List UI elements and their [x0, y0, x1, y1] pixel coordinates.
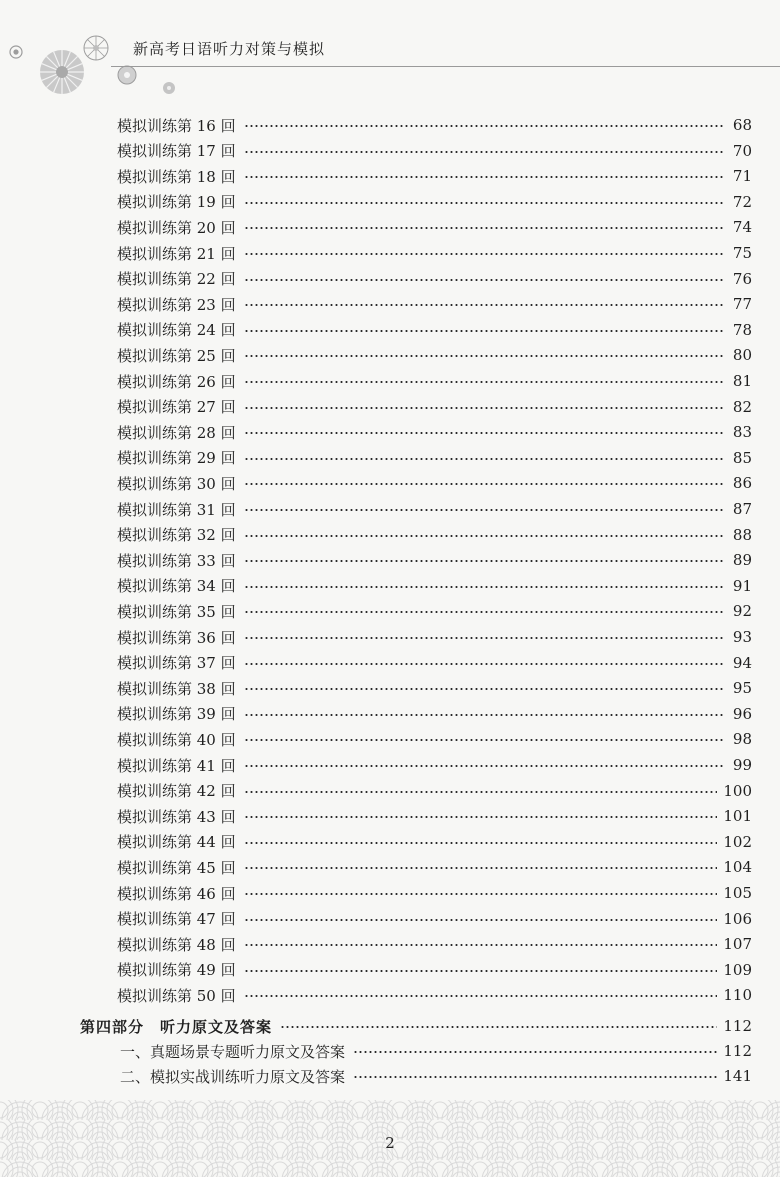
- leader-dots: [244, 995, 718, 997]
- leader-dots: [244, 151, 724, 153]
- leader-dots: [244, 381, 724, 383]
- book-title: 新高考日语听力对策与模拟: [133, 40, 326, 58]
- toc-subsection[interactable]: [120, 1038, 752, 1064]
- toc-entry-page: 82: [732, 397, 752, 416]
- toc-entry-label: 模拟训练第 28 回: [117, 423, 236, 442]
- leader-dots: [244, 253, 724, 255]
- leader-dots: [244, 791, 718, 793]
- toc-entry-page: 92: [732, 602, 752, 621]
- toc-entry-page: 109: [723, 960, 752, 979]
- toc-entry-page: 104: [723, 858, 752, 877]
- toc-entry[interactable]: [117, 573, 752, 599]
- toc-entry-page: 100: [723, 781, 752, 800]
- toc-entry[interactable]: [117, 752, 752, 778]
- toc-entry-page: 70: [732, 141, 752, 160]
- toc-entry-label: 模拟训练第 40 回: [117, 730, 236, 749]
- toc-entry[interactable]: [117, 650, 752, 676]
- toc-entry[interactable]: [117, 957, 752, 983]
- toc-entry[interactable]: [117, 138, 752, 164]
- toc-entry-page: 78: [732, 320, 752, 339]
- toc-entry-page: 99: [732, 756, 752, 774]
- leader-dots: [353, 1051, 717, 1053]
- toc-entry[interactable]: [117, 982, 752, 1008]
- toc-entry-label: 模拟训练第 46 回: [117, 884, 236, 903]
- toc-entry-page: 105: [723, 884, 752, 902]
- toc-entry-label: 模拟训练第 29 回: [117, 449, 236, 468]
- toc-entry-label: 模拟训练第 38 回: [117, 679, 236, 698]
- toc-entry-label: 模拟训练第 16 回: [117, 116, 236, 135]
- leader-dots: [244, 560, 724, 562]
- toc-entry-label: 模拟训练第 25 回: [117, 346, 236, 365]
- toc-entry-page: 89: [732, 551, 752, 570]
- leader-dots: [244, 355, 724, 357]
- toc-entry-label: 模拟训练第 30 回: [117, 474, 236, 493]
- toc-entry-page: 88: [732, 525, 752, 544]
- leader-dots: [244, 125, 724, 127]
- toc-entry-label: 模拟训练第 27 回: [117, 398, 236, 417]
- toc-subsection-page: 112: [723, 1042, 752, 1060]
- toc-entry[interactable]: [117, 547, 752, 573]
- toc-entry-label: 模拟训练第 42 回: [117, 782, 236, 801]
- leader-dots: [244, 483, 724, 485]
- toc-entry-label: 模拟训练第 22 回: [117, 270, 236, 289]
- leader-dots: [244, 586, 724, 588]
- toc-entry-page: 74: [732, 218, 752, 237]
- toc-entry-page: 98: [732, 730, 752, 749]
- leader-dots: [353, 1076, 717, 1078]
- toc-entry[interactable]: [117, 240, 752, 266]
- toc-entry-label: 模拟训练第 19 回: [117, 193, 236, 212]
- toc-entry-page: 110: [723, 986, 752, 1005]
- leader-dots: [244, 407, 724, 409]
- toc-entry-label: 模拟训练第 26 回: [117, 372, 236, 391]
- leader-dots: [244, 458, 724, 460]
- toc-entry-page: 93: [732, 628, 752, 646]
- toc-part-page: 112: [723, 1017, 752, 1035]
- toc-entry-label: 模拟训练第 34 回: [117, 577, 236, 596]
- toc-entry-label: 模拟训练第 39 回: [117, 705, 236, 724]
- toc-entry[interactable]: [117, 880, 752, 906]
- toc-entry[interactable]: [117, 906, 752, 932]
- leader-dots: [244, 842, 718, 844]
- leader-dots: [244, 893, 718, 895]
- toc-entry-label: 模拟训练第 47 回: [117, 910, 236, 929]
- leader-dots: [244, 509, 724, 511]
- toc-entry-label: 模拟训练第 41 回: [117, 756, 236, 775]
- toc-entry[interactable]: [117, 829, 752, 855]
- toc-entry-label: 模拟训练第 48 回: [117, 935, 236, 954]
- toc-entry-label: 模拟训练第 33 回: [117, 551, 236, 570]
- toc-entry-page: 95: [732, 679, 752, 698]
- toc-entry[interactable]: [117, 522, 752, 548]
- toc-entry[interactable]: [117, 189, 752, 215]
- leader-dots: [244, 970, 718, 972]
- toc-subsection[interactable]: [120, 1063, 752, 1089]
- leader-dots: [244, 304, 724, 306]
- toc-entry-page: 86: [732, 474, 752, 493]
- toc-entry-label: 模拟训练第 31 回: [117, 500, 236, 519]
- toc-entry-label: 模拟训练第 20 回: [117, 218, 236, 237]
- toc-entry-label: 模拟训练第 35 回: [117, 602, 236, 621]
- toc-entry[interactable]: [117, 317, 752, 343]
- leader-dots: [244, 611, 724, 613]
- toc-entry-label: 模拟训练第 44 回: [117, 833, 236, 852]
- toc-entry-label: 模拟训练第 18 回: [117, 167, 236, 186]
- leader-dots: [280, 1026, 717, 1028]
- toc-entry[interactable]: [117, 803, 752, 829]
- toc-entry[interactable]: [117, 291, 752, 317]
- toc-part-heading[interactable]: [80, 1013, 752, 1039]
- leader-dots: [244, 279, 724, 281]
- toc-entry[interactable]: [117, 214, 752, 240]
- toc-entry[interactable]: [117, 470, 752, 496]
- header-rule: [111, 66, 780, 67]
- toc-entry-page: 87: [732, 500, 752, 518]
- toc-entry[interactable]: [117, 931, 752, 957]
- toc-entry-page: 75: [732, 244, 752, 262]
- leader-dots: [244, 432, 724, 434]
- toc-entry-page: 68: [732, 116, 752, 134]
- toc-entry-label: 模拟训练第 49 回: [117, 961, 236, 980]
- toc-entry[interactable]: [117, 112, 752, 138]
- toc-entry-page: 96: [732, 704, 752, 723]
- toc-entry[interactable]: [117, 854, 752, 880]
- leader-dots: [244, 739, 724, 741]
- toc-entry-page: 71: [732, 167, 752, 186]
- toc-entry-page: 83: [732, 423, 752, 442]
- leader-dots: [244, 535, 724, 537]
- toc-entry-page: 107: [723, 935, 752, 954]
- toc-entry-page: 91: [732, 576, 752, 595]
- toc-entry-label: 模拟训练第 50 回: [117, 986, 236, 1005]
- toc-entry[interactable]: [117, 598, 752, 624]
- toc-entry[interactable]: [117, 778, 752, 804]
- leader-dots: [244, 176, 724, 178]
- toc-entry-page: 101: [723, 807, 752, 826]
- toc-entry-page: 106: [723, 909, 752, 928]
- toc-entry[interactable]: [117, 163, 752, 189]
- toc-entry[interactable]: [117, 419, 752, 445]
- toc-entry-page: 72: [732, 192, 752, 211]
- toc-entry-page: 102: [723, 832, 752, 851]
- toc-entry-page: 77: [732, 295, 752, 314]
- toc-entry[interactable]: [117, 342, 752, 368]
- toc-entry-page: 81: [732, 372, 752, 390]
- toc-entry-page: 85: [732, 448, 752, 467]
- toc-entry-page: 76: [732, 269, 752, 288]
- toc-subsection-label: 二、模拟实战训练听力原文及答案: [120, 1067, 346, 1086]
- toc-entry-label: 模拟训练第 43 回: [117, 807, 236, 826]
- toc-part-label: 第四部分 听力原文及答案: [80, 1017, 273, 1036]
- toc-entry-page: 80: [732, 346, 752, 365]
- leader-dots: [244, 944, 718, 946]
- toc-entry[interactable]: [117, 368, 752, 394]
- leader-dots: [244, 637, 724, 639]
- toc-entry-label: 模拟训练第 17 回: [117, 142, 236, 161]
- toc-entry-label: 模拟训练第 32 回: [117, 526, 236, 545]
- toc-entry-label: 模拟训练第 36 回: [117, 628, 236, 647]
- toc-entry[interactable]: [117, 726, 752, 752]
- toc-entry[interactable]: [117, 701, 752, 727]
- toc-entry-label: 模拟训练第 45 回: [117, 858, 236, 877]
- toc-entry-label: 模拟训练第 21 回: [117, 244, 236, 263]
- toc-entry[interactable]: [117, 445, 752, 471]
- toc-entry[interactable]: [117, 394, 752, 420]
- page-number: 2: [385, 1134, 395, 1152]
- toc-entry-label: 模拟训练第 23 回: [117, 295, 236, 314]
- leader-dots: [244, 765, 724, 767]
- leader-dots: [244, 919, 718, 921]
- toc-entry[interactable]: [117, 624, 752, 650]
- toc-entry[interactable]: [117, 496, 752, 522]
- toc-entry[interactable]: [117, 675, 752, 701]
- leader-dots: [244, 663, 724, 665]
- leader-dots: [244, 816, 718, 818]
- leader-dots: [244, 714, 724, 716]
- leader-dots: [244, 227, 724, 229]
- toc-entry-label: 模拟训练第 24 回: [117, 321, 236, 340]
- leader-dots: [244, 867, 718, 869]
- leader-dots: [244, 330, 724, 332]
- leader-dots: [244, 202, 724, 204]
- toc-entry[interactable]: [117, 266, 752, 292]
- toc-entry-label: 模拟训练第 37 回: [117, 654, 236, 673]
- toc-subsection-page: 141: [723, 1067, 752, 1085]
- leader-dots: [244, 688, 724, 690]
- toc-subsection-label: 一、真题场景专题听力原文及答案: [120, 1042, 346, 1061]
- toc-entry-page: 94: [732, 653, 752, 672]
